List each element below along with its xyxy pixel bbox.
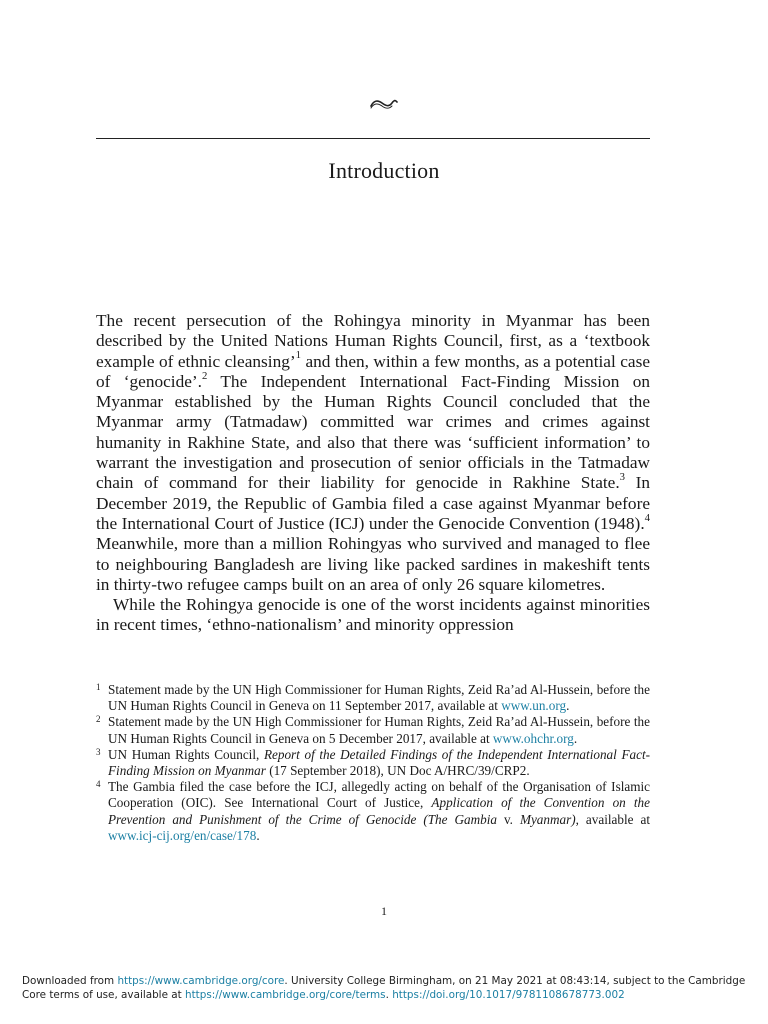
- footnotes: [96, 682, 650, 844]
- header-rule: [96, 138, 650, 139]
- footnote-ref-2[interactable]: 2: [201, 369, 208, 382]
- paragraph-1: The recent persecution of the Rohingya minority in Myanmar has been described by the United Nations Human Rights Council, first, as a ‘textbook example of ethnic cleansing’$^1$ and then, within a few months, as a potential case of ‘genocide’.$^2$ The Independent International Fact-Finding Mission on Myanmar established by the Human Rights Council concluded that the Myanmar army (Tatmadaw) committed war crimes and crimes against humanity in Rakhine State, and also that there was ‘sufficient information’ to warrant the investigation and prosecution of senior officials in the Tatmadaw chain of command for their liability for genocide in Rakhine State.$^3$ In December 2019, the Republic of Gambia filed a case against Myanmar before the International Court of Justice (ICJ) under the Genocide Convention (1948).$^4$ Meanwhile, more than a million Rohingyas who survived and managed to flee to neighbouring Bangladesh are living like packed sardines in makeshift tents in thirty-two refugee camps built on an area of only 26 square kilometres.: [96, 311, 650, 594]
- chapter-title: Introduction: [328, 158, 440, 183]
- footnote-link[interactable]: www.un.org: [501, 698, 567, 714]
- footnote-ref-4[interactable]: 4: [644, 511, 650, 524]
- footnote-number: 3: [96, 746, 101, 757]
- tilde-ornament-icon: [369, 97, 399, 111]
- footnote-number: 1: [96, 682, 101, 692]
- footnote-ref-1[interactable]: 1: [295, 349, 301, 362]
- body-text: [96, 311, 650, 636]
- footnote-1: 1 Statement made by the UN High Commissioner for Human Rights, Zeid Ra’ad Al-Hussein, before the UN Human Rights Council in Geneva on 11 September 2017, available at www.un.org.: [96, 682, 650, 714]
- paragraph-2: While the Rohingya genocide is one of the worst incidents against minorities in recent times, ‘ethno-nationalism’ and minority oppression: [96, 595, 650, 635]
- page-number: 1: [381, 904, 387, 918]
- footnote-2: 2 Statement made by the UN High Commissioner for Human Rights, Zeid Ra’ad Al-Hussein, before the UN Human Rights Council in Geneva on 5 December 2017, available at www.ohchr.org.: [96, 714, 650, 746]
- download-notice: Downloaded from https://www.cambridge.org/core. University College Birmingham, on 21 May 2021 at 08:43:14, subject to the Cambridge Core terms of use, available at https://www.cambridge.org/core/terms. https://doi.org/10.1017/9781108678773.002: [22, 975, 746, 1001]
- doi-link[interactable]: https://doi.org/10.1017/9781108678773.002: [392, 988, 625, 1001]
- cambridge-core-link[interactable]: https://www.cambridge.org/core: [117, 975, 285, 987]
- footnote-link[interactable]: www.icj-cij.org/en/case/178: [108, 827, 257, 843]
- footnote-link[interactable]: www.ohchr.org: [492, 730, 574, 746]
- footnote-number: 4: [96, 779, 101, 790]
- footnote-3: 3 UN Human Rights Council, Report of the Detailed Findings of the Independent International Fact-Finding Mission on Myanmar (17 September 2018), UN Doc A/HRC/39/CRP2.: [96, 747, 650, 779]
- footnote-ref-3[interactable]: 3: [619, 471, 626, 484]
- footnote-number: 2: [96, 714, 101, 725]
- terms-link[interactable]: https://www.cambridge.org/core/terms: [185, 988, 386, 1001]
- chapter-ornament: [0, 96, 768, 115]
- footnote-4: 4 The Gambia filed the case before the ICJ, allegedly acting on behalf of the Organisation of Islamic Cooperation (OIC). See International Court of Justice, Application of the Convention on the Prevention and Punishment of the Crime of Genocide (The Gambia v. Myanmar), available at www.icj-cij.org/en/case/178.: [96, 779, 650, 844]
